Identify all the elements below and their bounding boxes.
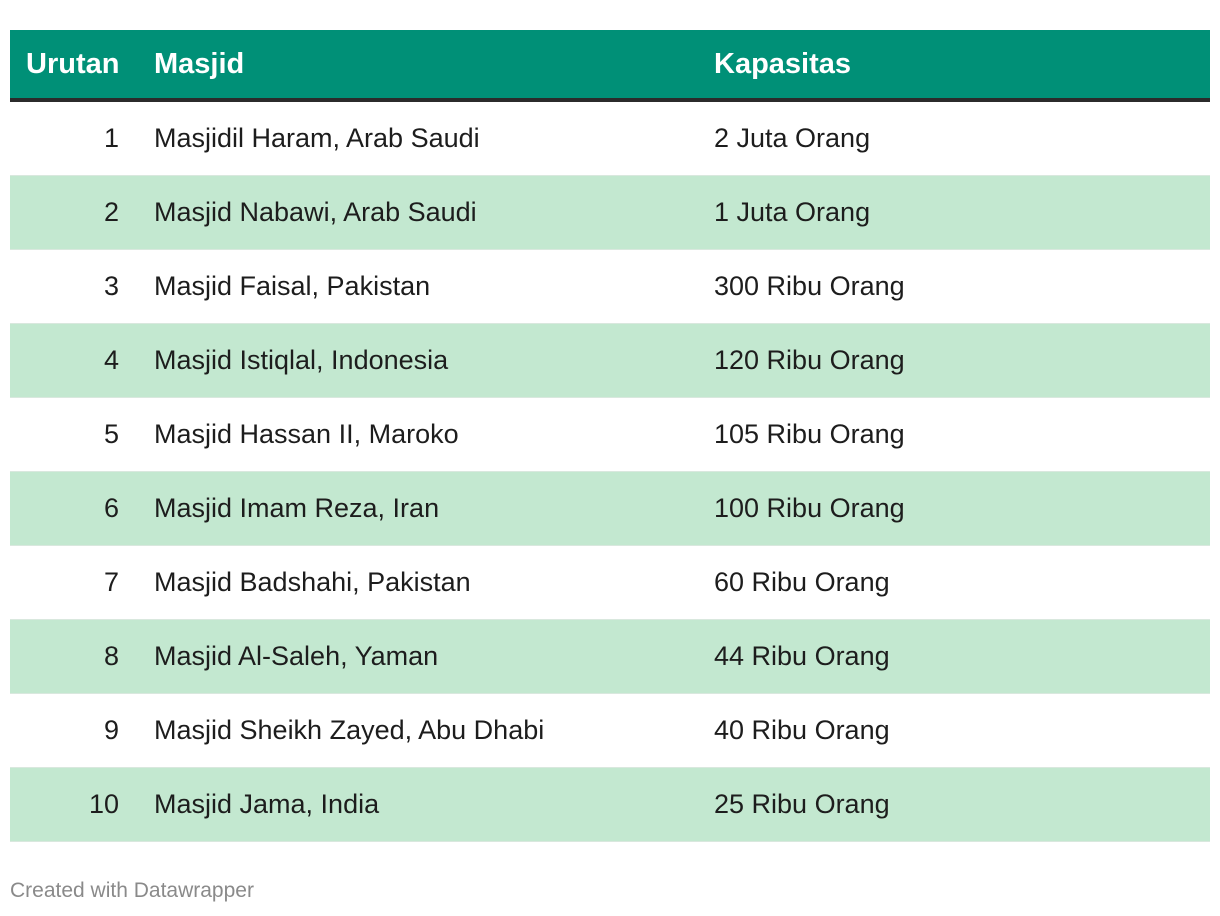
cell-rank: 7: [10, 546, 136, 620]
cell-rank: 6: [10, 472, 136, 546]
cell-rank: 8: [10, 620, 136, 694]
cell-capacity: 1 Juta Orang: [714, 176, 1210, 250]
table-row: [10, 768, 1210, 842]
datawrapper-credit: Created with Datawrapper: [10, 879, 254, 902]
column-header-capacity[interactable]: Kapasitas: [714, 30, 1210, 100]
cell-mosque: Masjid Hassan II, Maroko: [136, 398, 714, 472]
table-body: [10, 100, 1210, 842]
table-header: [10, 30, 1210, 100]
cell-rank: 5: [10, 398, 136, 472]
cell-mosque: Masjid Jama, India: [136, 768, 714, 842]
table-row: [10, 620, 1210, 694]
table-row: [10, 100, 1210, 176]
table-row: [10, 694, 1210, 768]
cell-rank: 10: [10, 768, 136, 842]
table-row: [10, 250, 1210, 324]
table-row: [10, 398, 1210, 472]
header-row: [10, 30, 1210, 100]
mosque-capacity-table: [10, 30, 1210, 842]
cell-capacity: 120 Ribu Orang: [714, 324, 1210, 398]
column-header-mosque[interactable]: Masjid: [136, 30, 714, 100]
table-row: [10, 324, 1210, 398]
cell-rank: 1: [10, 100, 136, 176]
table-container: [10, 30, 1210, 842]
cell-capacity: 300 Ribu Orang: [714, 250, 1210, 324]
cell-mosque: Masjid Nabawi, Arab Saudi: [136, 176, 714, 250]
cell-mosque: Masjid Istiqlal, Indonesia: [136, 324, 714, 398]
table-row: [10, 472, 1210, 546]
cell-mosque: Masjid Badshahi, Pakistan: [136, 546, 714, 620]
cell-capacity: 60 Ribu Orang: [714, 546, 1210, 620]
cell-capacity: 44 Ribu Orang: [714, 620, 1210, 694]
cell-rank: 4: [10, 324, 136, 398]
table-row: [10, 546, 1210, 620]
cell-capacity: 40 Ribu Orang: [714, 694, 1210, 768]
column-header-rank[interactable]: Urutan: [10, 30, 136, 100]
cell-capacity: 2 Juta Orang: [714, 100, 1210, 176]
cell-mosque: Masjid Al-Saleh, Yaman: [136, 620, 714, 694]
cell-mosque: Masjid Faisal, Pakistan: [136, 250, 714, 324]
cell-rank: 3: [10, 250, 136, 324]
cell-mosque: Masjidil Haram, Arab Saudi: [136, 100, 714, 176]
cell-rank: 9: [10, 694, 136, 768]
cell-rank: 2: [10, 176, 136, 250]
cell-capacity: 105 Ribu Orang: [714, 398, 1210, 472]
table-row: [10, 176, 1210, 250]
cell-mosque: Masjid Sheikh Zayed, Abu Dhabi: [136, 694, 714, 768]
cell-mosque: Masjid Imam Reza, Iran: [136, 472, 714, 546]
cell-capacity: 100 Ribu Orang: [714, 472, 1210, 546]
cell-capacity: 25 Ribu Orang: [714, 768, 1210, 842]
